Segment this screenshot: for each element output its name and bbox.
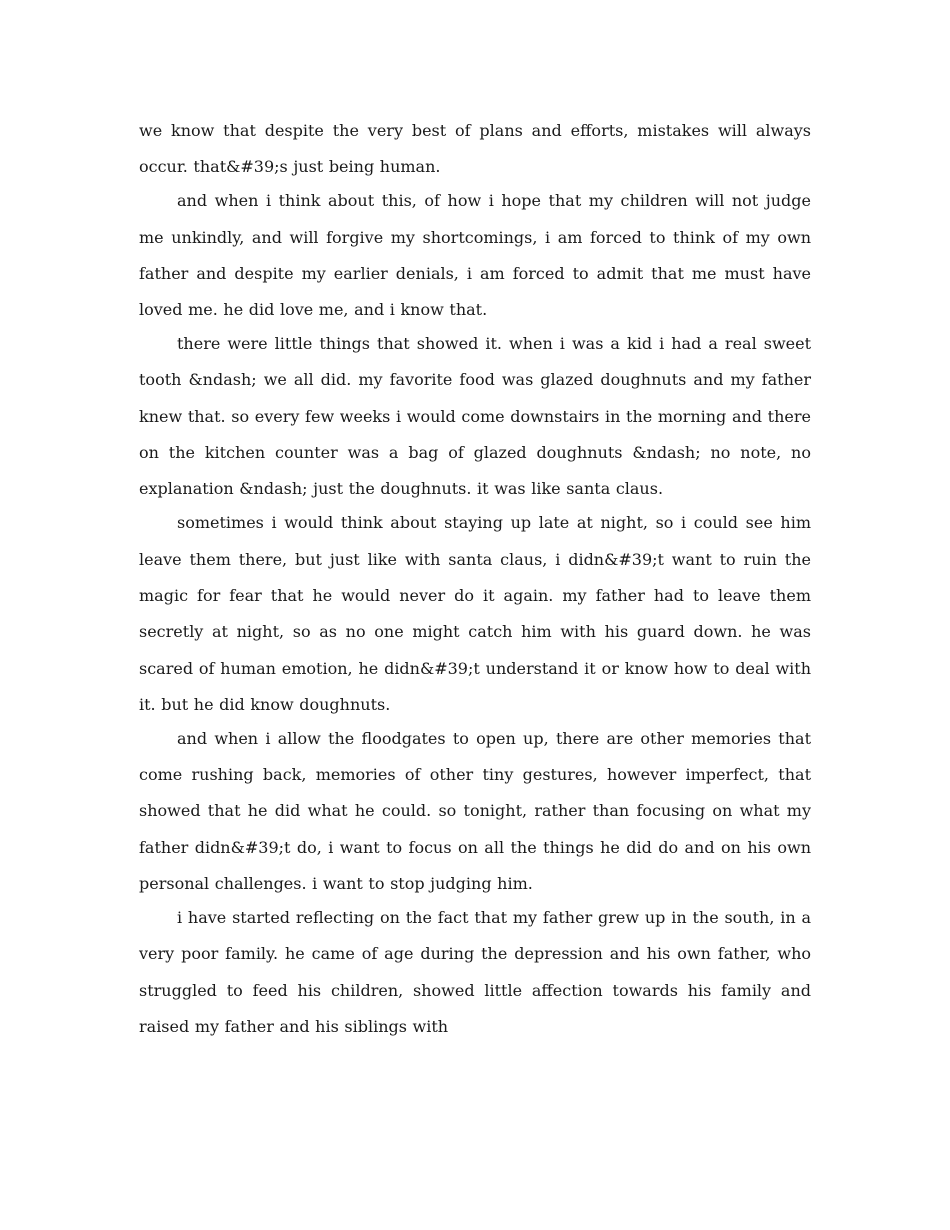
paragraph-1: we know that despite the very best of plans and efforts, mistakes will always occur. that&#39;s just being human.: [139, 121, 811, 177]
paragraph-4: sometimes i would think about staying up late at night, so i could see him leave them there, but just like with santa claus, i didn&#39;t want to ruin the magic for fear that he would never do it again. my father had to leave them secretly at night, so as no one might catch him with his guard down. he was scared of human emotion, he didn&#39;t understand it or know how to deal with it. but he did know doughnuts.: [139, 513, 811, 714]
paragraph-6: i have started reflecting on the fact that my father grew up in the south, in a very poor family. he came of age during the depression and his own father, who struggled to feed his children, showed little affection towards his family and raised my father and his siblings with: [139, 908, 811, 1036]
document-body: [139, 113, 811, 1043]
paragraph-5: and when i allow the floodgates to open up, there are other memories that come rushing back, memories of other tiny gestures, however imperfect, that showed that he did what he could. so tonight, rather than focusing on what my father didn&#39;t do, i want to focus on all the things he did do and on his own personal challenges. i want to stop judging him.: [139, 728, 811, 894]
paragraph-2: and when i think about this, of how i hope that my children will not judge me unkindly, and will forgive my shortcomings, i am forced to think of my own father and despite my earlier denials, i am forced to admit that me must have loved me. he did love me, and i know that.: [139, 191, 811, 320]
paragraph-3: there were little things that showed it. when i was a kid i had a real sweet tooth &ndash; we all did. my favorite food was glazed doughnuts and my father knew that. so every few weeks i would come downstairs in the morning and there on the kitchen counter was a bag of glazed doughnuts &ndash; no note, no explanation &ndash; just the doughnuts. it was like santa claus.: [139, 334, 811, 499]
